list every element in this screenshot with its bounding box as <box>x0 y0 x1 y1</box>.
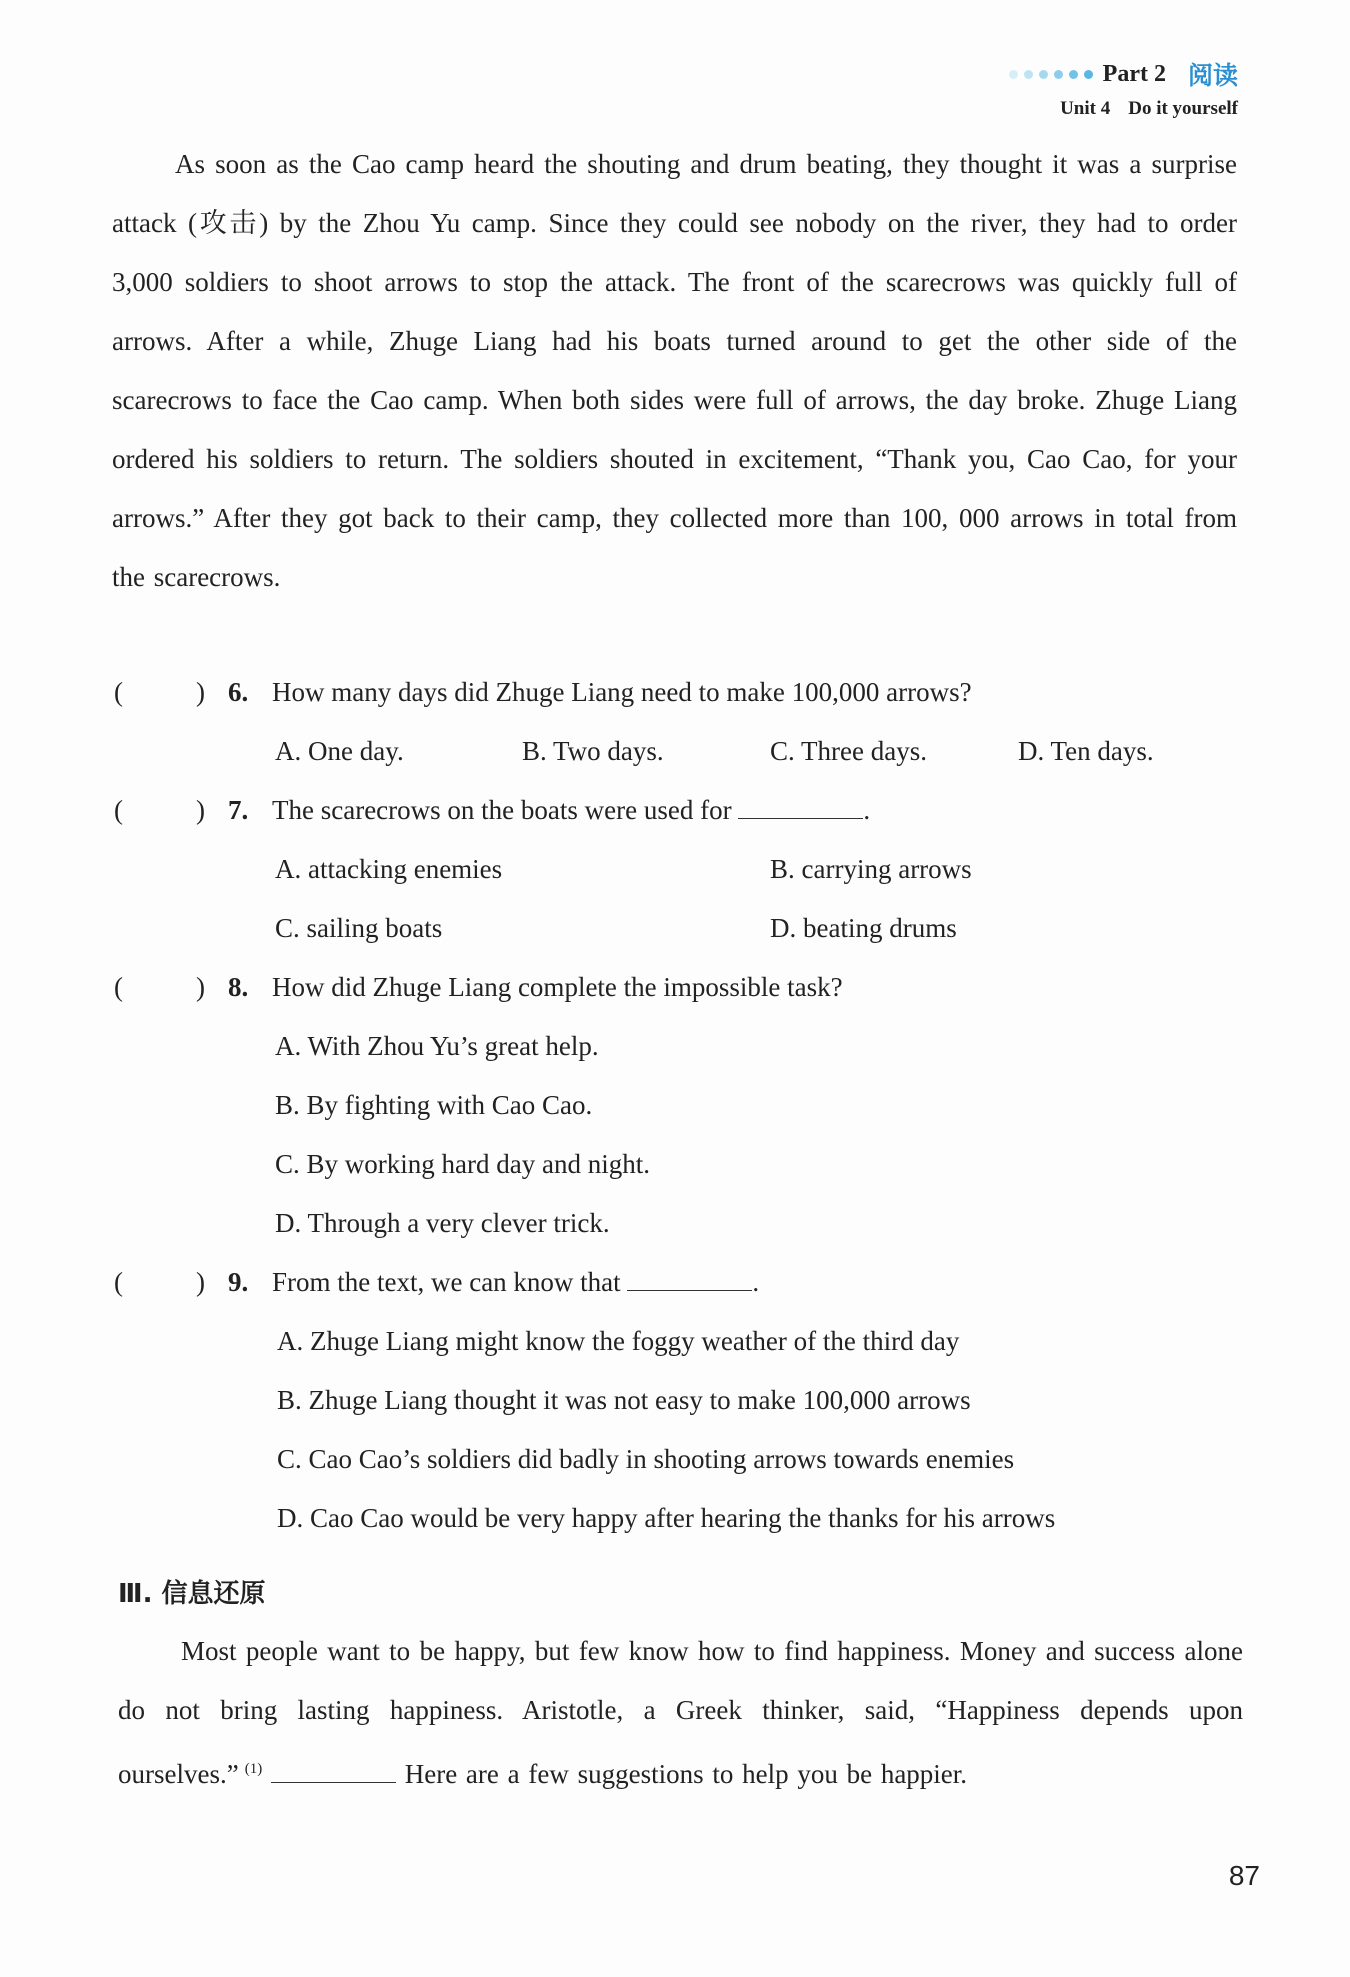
answer-paren-close: ) <box>196 795 205 825</box>
option-6b: B. Two days. <box>522 736 664 766</box>
option-9c: C. Cao Cao’s soldiers did badly in shooting arrows towards enemies <box>277 1444 1015 1474</box>
option-6c: C. Three days. <box>770 736 927 766</box>
answer-paren-open: ( <box>114 1267 123 1297</box>
section-3-title: Ⅲ. 信息还原 <box>118 1579 266 1609</box>
question-number: 9. <box>228 1267 249 1297</box>
question-number: 6. <box>228 677 249 707</box>
answer-blank <box>627 1268 752 1291</box>
question-stem: From the text, we can know that . <box>272 1267 760 1297</box>
option-8a: A. With Zhou Yu’s great help. <box>275 1031 599 1061</box>
option-8d: D. Through a very clever trick. <box>275 1208 610 1238</box>
option-8c: C. By working hard day and night. <box>275 1149 650 1179</box>
answer-paren-close: ) <box>196 972 205 1002</box>
answer-paren-open: ( <box>114 972 123 1002</box>
option-6d: D. Ten days. <box>1018 736 1154 766</box>
unit-title: Do it yourself <box>1128 98 1238 119</box>
option-7d: D. beating drums <box>770 913 957 943</box>
question-stem: How many days did Zhuge Liang need to make 100,000 arrows? <box>272 677 972 707</box>
option-7b: B. carrying arrows <box>770 854 972 884</box>
page-header <box>1009 56 1238 120</box>
part-label: Part 2 <box>1102 60 1166 87</box>
question-number: 8. <box>228 972 249 1002</box>
page-number: 87 <box>1228 1860 1260 1891</box>
header-unit-line <box>1009 98 1238 120</box>
answer-paren-close: ) <box>196 1267 205 1297</box>
option-9b: B. Zhuge Liang thought it was not easy to make 100,000 arrows <box>277 1385 971 1415</box>
reading-passage: As soon as the Cao camp heard the shouting and drum beating, they thought it was a surprise attack (攻击) by the Zhou Yu camp. Since they could see nobody on the river, they had to order 3,000 soldiers to shoot arrows to stop the attack. The front of the scarecrows was quickly full of arrows. After a while, Zhuge Liang had his boats turned around to get the other side of the scarecrows to face the Cao camp. When both sides were full of arrows, the day broke. Zhuge Liang ordered his soldiers to return. The soldiers shouted in excitement, “Thank you, Cao Cao, for your arrows.” After they got back to their camp, they collected more than 100, 000 arrows in total from the scarecrows. <box>112 149 1237 592</box>
question-number: 7. <box>228 795 249 825</box>
question-stem: The scarecrows on the boats were used for . <box>272 795 871 825</box>
section-3-passage: Most people want to be happy, but few know how to find happiness. Money and success alone do not bring lasting happiness. Aristotle, a Greek thinker, said, “Happiness depends upon ourselves.” $^{(1)}$ Here are a few suggestions to help you be happier. <box>118 1636 1243 1789</box>
answer-paren-close: ) <box>196 677 205 707</box>
answer-paren-open: ( <box>114 677 123 707</box>
answer-paren-open: ( <box>114 795 123 825</box>
answer-blank <box>271 1760 396 1783</box>
part-chinese-label: 阅读 <box>1187 61 1238 90</box>
header-part-line <box>1009 56 1238 92</box>
unit-label: Unit 4 <box>1060 98 1111 119</box>
option-8b: B. By fighting with Cao Cao. <box>275 1090 593 1120</box>
decorative-dots-icon <box>1009 70 1093 79</box>
option-9d: D. Cao Cao would be very happy after hearing the thanks for his arrows <box>277 1503 1056 1533</box>
blank-marker: (1) <box>244 1761 263 1777</box>
option-9a: A. Zhuge Liang might know the foggy weather of the third day <box>277 1326 960 1356</box>
question-stem: How did Zhuge Liang complete the impossible task? <box>272 972 843 1002</box>
option-7c: C. sailing boats <box>275 913 443 943</box>
option-7a: A. attacking enemies <box>275 854 503 884</box>
answer-blank <box>738 796 863 819</box>
option-6a: A. One day. <box>275 736 404 766</box>
